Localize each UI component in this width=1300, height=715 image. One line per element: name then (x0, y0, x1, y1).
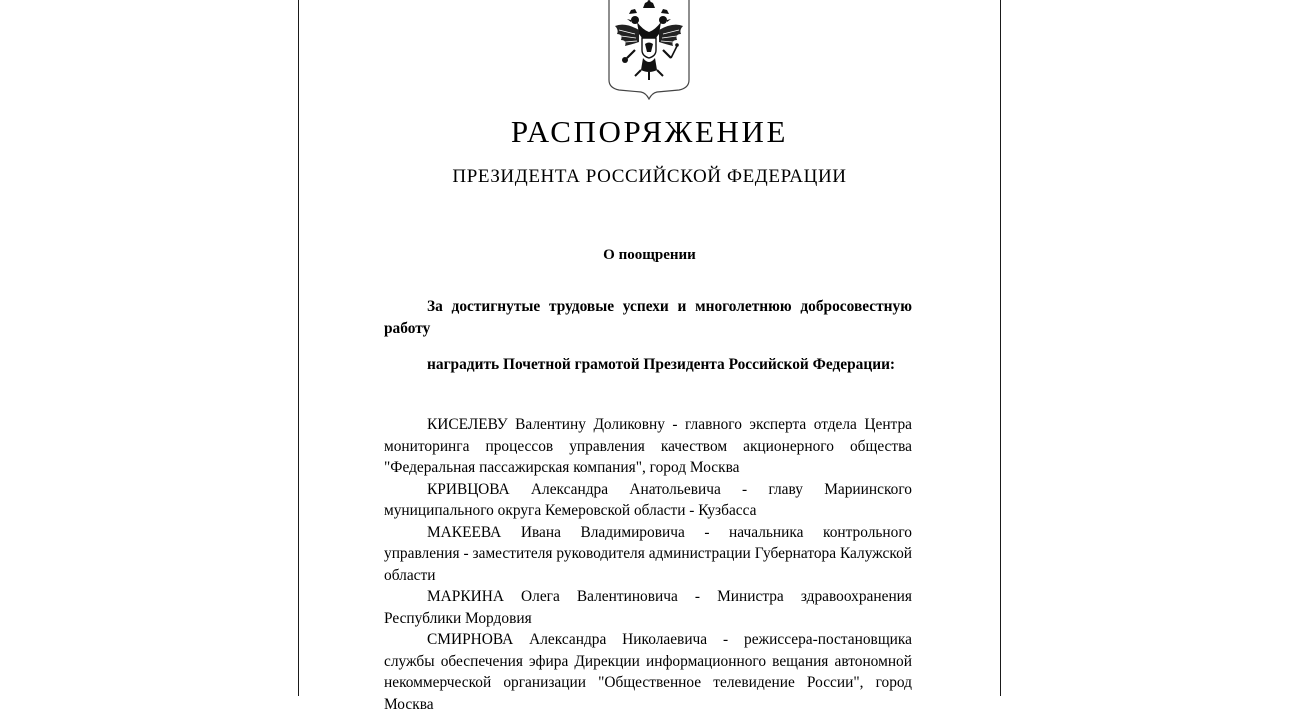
list-item: КРИВЦОВА Александра Анатольевича - главу Мариинского муниципального округа Кемеровской области - Кузбасса (384, 480, 912, 519)
coat-of-arms-icon (605, 0, 693, 100)
awardee-list (384, 414, 912, 715)
document-subtitle: ПРЕЗИДЕНТА РОССИЙСКОЙ ФЕДЕРАЦИИ (452, 166, 847, 187)
document-heading: О поощрении (603, 247, 696, 263)
list-item: СМИРНОВА Александра Николаевича - режиссера-постановщика службы обеспечения эфира Дирекции информационного вещания автономной некоммерческой организации "Общественное телевидение России", город Москва (384, 631, 912, 713)
list-item: МАРКИНА Олега Валентиновича - Министра здравоохранения Республики Мордовия (384, 588, 912, 627)
document-page (298, 0, 1001, 713)
list-item: КИСЕЛЕВУ Валентину Доликовну - главного эксперта отдела Центра мониторинга процессов управления качеством акционерного общества "Федеральная пассажирская компания", город Москва (384, 416, 912, 476)
document-title: РАСПОРЯЖЕНИЕ (510, 114, 789, 149)
intro-paragraph: За достигнутые трудовые успехи и многолетнюю добросовестную работу (384, 298, 912, 337)
list-item: МАКЕЕВА Ивана Владимировича - начальника контрольного управления - заместителя руководителя администрации Губернатора Калужской области (384, 523, 912, 584)
award-paragraph: наградить Почетной грамотой Президента Российской Федерации: (427, 356, 896, 373)
